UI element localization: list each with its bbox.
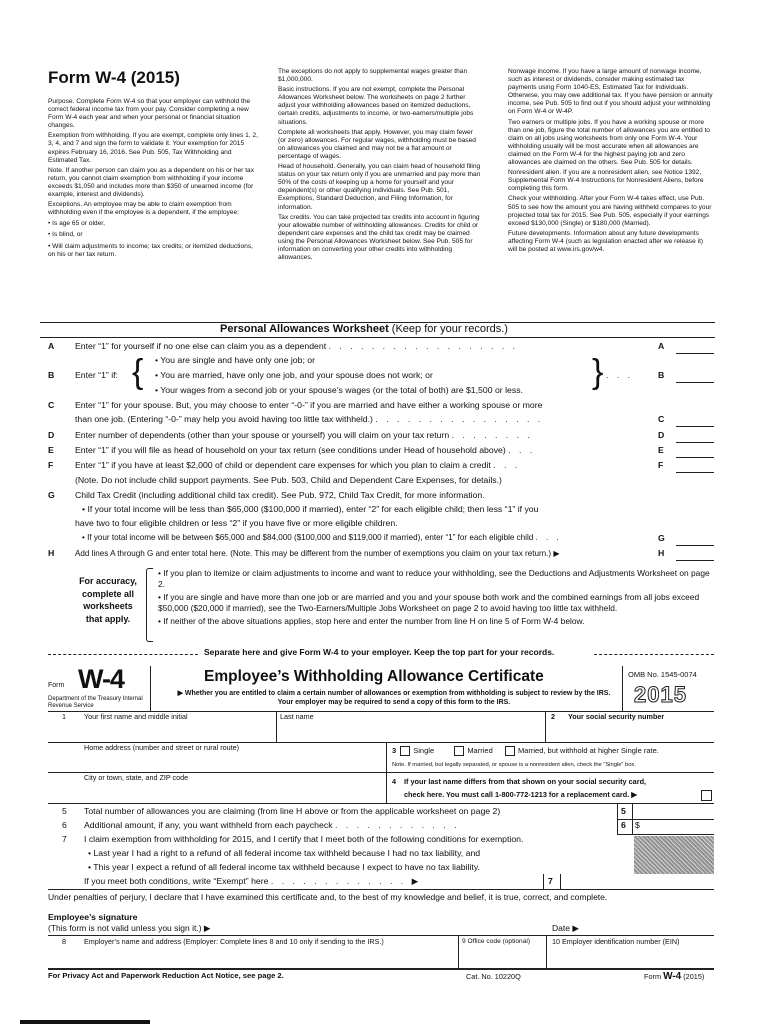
line-a-letter-right: A bbox=[658, 341, 665, 351]
year-outline: 2015 bbox=[634, 682, 687, 707]
line-a-entry[interactable] bbox=[676, 342, 714, 354]
name-differs-checkbox[interactable] bbox=[701, 790, 712, 801]
line-h-entry[interactable] bbox=[676, 549, 714, 561]
line-letter-d: D bbox=[48, 430, 55, 440]
col2-p4: Head of household. Generally, you can claim head of household filing status on your tax return only if you are unmarried and pay more than 50% of the costs of keeping up a home for yourself and your dependent(s) or other qualifying individuals. See Pub. 501, Exemptions, Standard Deduction, and Filing Information, for information. bbox=[278, 163, 481, 211]
form-code: W-4 bbox=[78, 664, 124, 694]
box-5-num: 5 bbox=[621, 806, 626, 816]
accuracy-bullet-1: • If you plan to itemize or claim adjustments to income and want to reduce your withholding, see the Deductions and Adjustments Worksheet on page 2. bbox=[158, 568, 710, 589]
first-name-label: Your first name and middle initial bbox=[84, 712, 188, 721]
ein-label: 10 Employer identification number (EIN) bbox=[552, 937, 680, 946]
line-c-entry[interactable] bbox=[676, 415, 714, 427]
field-4-num: 4 bbox=[392, 777, 397, 786]
certificate-title: Employee’s Withholding Allowance Certificate bbox=[204, 668, 544, 685]
line-h-text: Add lines A through G and enter total here. (Note. This may be different from the number of exemptions you claim on your tax return.) ▶ bbox=[75, 549, 560, 558]
accuracy-bullets bbox=[158, 568, 714, 627]
field-2-num: 2 bbox=[551, 712, 555, 721]
accuracy-bullet-2: • If you are single and have more than one job or are married and you and your spouse both work and the combined earnings from all jobs exceed $50,000 ($20,000 if married), see the Two-Earners/Multiple Jobs Worksheet on page 2 to avoid having too little tax withheld. bbox=[158, 592, 700, 613]
line-letter-h: H bbox=[48, 548, 55, 558]
col2-p3: Complete all worksheets that apply. However, you may claim fewer (or zero) allowances. For regular wages, withholding must be based on allowances you claimed and may not be a flat amount or percentage of wages. bbox=[278, 128, 476, 160]
col3-p3: Nonresident alien. If you are a nonresident alien, see Notice 1392, Supplemental Form W-4 Instructions for Nonresident Aliens, before completing this form. bbox=[508, 169, 704, 193]
line-5-num: 5 bbox=[62, 806, 67, 816]
line-7-condition-a: • Last year I had a right to a refund of all federal income tax withheld because I had no tax liability, and bbox=[88, 848, 481, 858]
line-b-3: • Your wages from a second job or your spouse’s wages (or the total of both) are $1,500 or less. bbox=[155, 385, 523, 395]
line-7-exempt-text: If you meet both conditions, write “Exempt” here . . . . . . . . . . . . . ▶ bbox=[84, 876, 422, 886]
department: Department of the Treasury Internal Revenue Service bbox=[48, 696, 143, 709]
exemption-text: Exemption from withholding. If you are exempt, complete only lines 1, 2, 3, 4, and 7 and sign the form to validate it. Your exemption for 2015 expires February 16, 2016. See Pub. 505, Tax Withholding and Estimated Tax. bbox=[48, 132, 259, 164]
scan-edge-mark bbox=[20, 1020, 150, 1024]
employer-name-input[interactable] bbox=[84, 950, 454, 966]
line-g-letter-right: G bbox=[658, 533, 665, 543]
bullet-adjustments: • Will claim adjustments to income; tax credits; or itemized deductions, on his or her tax return. bbox=[48, 242, 253, 258]
col3-p1: Nonwage income. If you have a large amount of nonwage income, such as interest or dividends, consider making estimated tax payments using Form 1040-ES, Estimated Tax for Individuals. Otherwise, you may owe additional tax. If you have pension or annuity income, see Pub. 505 to find out if you should adjust your withholding on Form W-4 or W-4P. bbox=[508, 68, 713, 116]
signature-input[interactable] bbox=[240, 914, 540, 934]
line-d-entry[interactable] bbox=[676, 431, 714, 443]
line-b-lead: Enter “1” if: bbox=[75, 370, 118, 380]
date-label: Date ▶ bbox=[552, 923, 579, 933]
name-differs-line1: If your last name differs from that shown on your social security card, bbox=[404, 777, 647, 786]
line-c-1: Enter “1” for your spouse. But, you may choose to enter “-0-” if you are married and have either a working spouse or more bbox=[75, 400, 543, 410]
footer-form-id: Form W-4 (2015) bbox=[644, 971, 705, 982]
line-g-entry[interactable] bbox=[676, 534, 714, 546]
line-g-4: • If your total income will be between $65,000 and $84,000 ($100,000 and $119,000 if married), enter “1” for each eligible child . . . bbox=[82, 533, 562, 542]
field-8-num: 8 bbox=[62, 937, 66, 946]
col3-p4: Check your withholding. After your Form W-4 takes effect, use Pub. 505 to see how the amount you are having withheld compares to your projected total tax for 2015. See Pub. 505, especially if your earnings exceed $130,000 (Single) or $180,000 (Married). bbox=[508, 195, 712, 227]
form-title: Form W-4 (2015) bbox=[48, 68, 180, 87]
certificate-subtitle: ▶ Whether you are entitled to claim a certain number of allowances or exemption from withholding is subject to review by the IRS. Your employer may be required to send a copy of this form to the IRS. bbox=[177, 690, 611, 706]
line-letter-g: G bbox=[48, 490, 55, 500]
home-address-input[interactable] bbox=[84, 755, 382, 770]
instructions-column-2 bbox=[278, 68, 482, 264]
line-letter-a: A bbox=[48, 341, 55, 351]
line-b-2: • You are married, have only one job, and your spouse does not work; or bbox=[155, 370, 433, 380]
line-f-1: Enter “1” if you have at least $2,000 of child or dependent care expenses for which you plan to claim a credit . . . bbox=[75, 460, 521, 470]
line-h-letter-right: H bbox=[658, 548, 665, 558]
signature-label: Employee’s signature bbox=[48, 912, 138, 922]
line-6-num: 6 bbox=[62, 820, 67, 830]
single-checkbox[interactable] bbox=[400, 746, 410, 756]
last-name-label: Last name bbox=[280, 712, 314, 721]
line-c-2: than one job. (Entering “-0-” may help you avoid having too little tax withheld.) . . . . . . . . . . . . . . . . bbox=[75, 414, 544, 424]
col2-p2: Basic instructions. If you are not exempt, complete the Personal Allowances Worksheet below. The worksheets on page 2 further adjust your withholding allowances based on itemized deductions, certain credits, adjustments to income, or two-earners/multiple jobs situations. bbox=[278, 86, 474, 126]
line-6-text: Additional amount, if any, you want withheld from each paycheck . . . . . . . . . . . . bbox=[84, 820, 460, 830]
first-name-input[interactable] bbox=[84, 724, 272, 740]
omb-number: OMB No. 1545-0074 bbox=[628, 670, 697, 679]
city-label: City or town, state, and ZIP code bbox=[84, 773, 189, 782]
line-d-text: Enter number of dependents (other than your spouse or yourself) you will claim on your tax return . . . . . . . . bbox=[75, 430, 533, 440]
line-7-condition-b: • This year I expect a refund of all federal income tax withheld because I expect to have no tax liability. bbox=[88, 862, 480, 872]
line-f-entry[interactable] bbox=[676, 461, 714, 473]
instructions-column-1 bbox=[48, 98, 258, 261]
employer-name-label: Employer’s name and address (Employer: Complete lines 8 and 10 only if sending to the IRS.) bbox=[84, 937, 384, 946]
separator-text: Separate here and give Form W-4 to your employer. Keep the top part for your records. bbox=[204, 647, 555, 657]
line-d-letter-right: D bbox=[658, 430, 665, 440]
bullet-age: • Is age 65 or older, bbox=[48, 220, 105, 228]
line-7-text: I claim exemption from withholding for 2015, and I certify that I meet both of the following conditions for exemption. bbox=[84, 834, 524, 844]
col2-p5: Tax credits. You can take projected tax credits into account in figuring your allowable number of withholding allowances. Credits for child or dependent care expenses and the child tax credit may be claimed using the Personal Allowances Worksheet below. See Pub. 505 for information on converting your other credits into withholding allowances. bbox=[278, 213, 480, 262]
additional-amount-input[interactable] bbox=[643, 820, 712, 832]
line-letter-e: E bbox=[48, 445, 54, 455]
ssn-input[interactable] bbox=[568, 724, 712, 740]
accuracy-label: For accuracy, complete all worksheets that apply. bbox=[79, 576, 137, 624]
line-e-entry[interactable] bbox=[676, 446, 714, 458]
line-5-text: Total number of allowances you are claiming (from line H above or from the applicable worksheet on page 2) bbox=[84, 806, 501, 816]
line-e-text: Enter “1” if you will file as head of household on your tax return (see conditions under Head of household above) . . . bbox=[75, 445, 536, 455]
office-code-label: 9 Office code (optional) bbox=[462, 938, 531, 945]
accuracy-bullet-3: • If neither of the above situations applies, stop here and enter the number from line H on line 5 of Form W-4 below. bbox=[158, 616, 585, 626]
filing-status-row: 3 Single Married Married, but withhold at higher Single rate. bbox=[392, 746, 659, 755]
note-text: Note. If another person can claim you as a dependent on his or her tax return, you cannot claim exemption from withholding if your income exceeds $1,050 and includes more than $350 of unearned income (for example, interest and dividends). bbox=[48, 166, 254, 199]
box-7-num: 7 bbox=[548, 876, 553, 886]
purpose-text: Purpose. Complete Form W-4 so that your employer can withhold the correct federal income tax from your pay. Consider completing a new Form W-4 each year and when your personal or financial situation changes. bbox=[48, 98, 251, 130]
signature-note: (This form is not valid unless you sign it.) ▶ bbox=[48, 923, 211, 933]
line-f-letter-right: F bbox=[658, 460, 664, 470]
line-c-letter-right: C bbox=[658, 414, 665, 424]
line-b-letter-right: B bbox=[658, 370, 665, 380]
col3-p5: Future developments. Information about any future developments affecting Form W-4 (such as legislation enacted after we release it) will be posted at www.irs.gov/w4. bbox=[508, 229, 704, 253]
date-input[interactable] bbox=[586, 920, 712, 934]
ssn-label: Your social security number bbox=[568, 712, 665, 721]
line-e-letter-right: E bbox=[658, 445, 664, 455]
ein-input[interactable] bbox=[552, 950, 712, 966]
exempt-input[interactable] bbox=[562, 875, 622, 888]
line-f-2: (Note. Do not include child support payments. See Pub. 503, Child and Dependent Care Expenses, for details.) bbox=[75, 475, 502, 485]
catalog-number: Cat. No. 10220Q bbox=[466, 972, 521, 981]
line-g-3: have two to four eligible children or less “2” if you have five or more eligible children. bbox=[75, 518, 398, 528]
home-address-label: Home address (number and street or rural route) bbox=[84, 743, 239, 752]
bullet-blind: • Is blind, or bbox=[48, 231, 83, 239]
allowances-input[interactable] bbox=[634, 806, 712, 818]
col2-p1: The exceptions do not apply to supplemental wages greater than $1,000,000. bbox=[278, 68, 468, 84]
city-input[interactable] bbox=[84, 785, 382, 801]
filing-status-note: Note. If married, but legally separated, or spouse is a nonresident alien, check the “Single” box. bbox=[392, 762, 636, 768]
line-letter-c: C bbox=[48, 400, 55, 410]
shaded-area bbox=[634, 836, 714, 874]
worksheet-title: Personal Allowances Worksheet (Keep for your records.) bbox=[220, 323, 508, 335]
line-g-2: • If your total income will be less than $65,000 ($100,000 if married), enter “2” for each eligible child; then less “1” if you bbox=[82, 504, 539, 514]
box-6-num: 6 bbox=[621, 820, 626, 830]
field-1-num: 1 bbox=[62, 712, 66, 721]
form-label: Form bbox=[48, 682, 65, 689]
perjury-statement: Under penalties of perjury, I declare that I have examined this certificate and, to the best of my knowledge and belief, it is true, correct, and complete. bbox=[48, 892, 608, 902]
exceptions-text: Exceptions. An employee may be able to claim exemption from withholding even if the employee is a dependent, if the employee: bbox=[48, 201, 239, 217]
office-code-input[interactable] bbox=[462, 950, 542, 966]
dollar-sign: $ bbox=[635, 820, 640, 830]
line-letter-f: F bbox=[48, 460, 54, 470]
line-7-num: 7 bbox=[62, 834, 67, 844]
line-letter-b: B bbox=[48, 370, 55, 380]
name-differs-line2: check here. You must call 1-800-772-1213 for a replacement card. ▶ bbox=[404, 790, 637, 799]
privacy-notice: For Privacy Act and Paperwork Reduction Act Notice, see page 2. bbox=[48, 971, 284, 980]
married-higher-checkbox[interactable] bbox=[505, 746, 515, 756]
line-b-1: • You are single and have only one job; or bbox=[155, 355, 316, 365]
col3-p2: Two earners or multiple jobs. If you have a working spouse or more than one job, figure the total number of allowances you are entitled to claim on all jobs using worksheets from only one Form W-4. Your withholding usually will be most accurate when all allowances are claimed on the Form W-4 for the highest paying job and zero allowances are claimed on the others. See Pub. 505 for details. bbox=[508, 118, 710, 167]
married-checkbox[interactable] bbox=[454, 746, 464, 756]
last-name-input[interactable] bbox=[280, 724, 540, 740]
instructions-column-3 bbox=[508, 68, 714, 256]
line-g-1: Child Tax Credit (including additional child tax credit). See Pub. 972, Child Tax Credit, for more information. bbox=[75, 490, 485, 500]
line-a-text: Enter “1” for yourself if no one else can claim you as a dependent . . . . . . . . . . . . . . . . . . bbox=[75, 341, 519, 351]
line-b-entry[interactable] bbox=[676, 371, 714, 383]
